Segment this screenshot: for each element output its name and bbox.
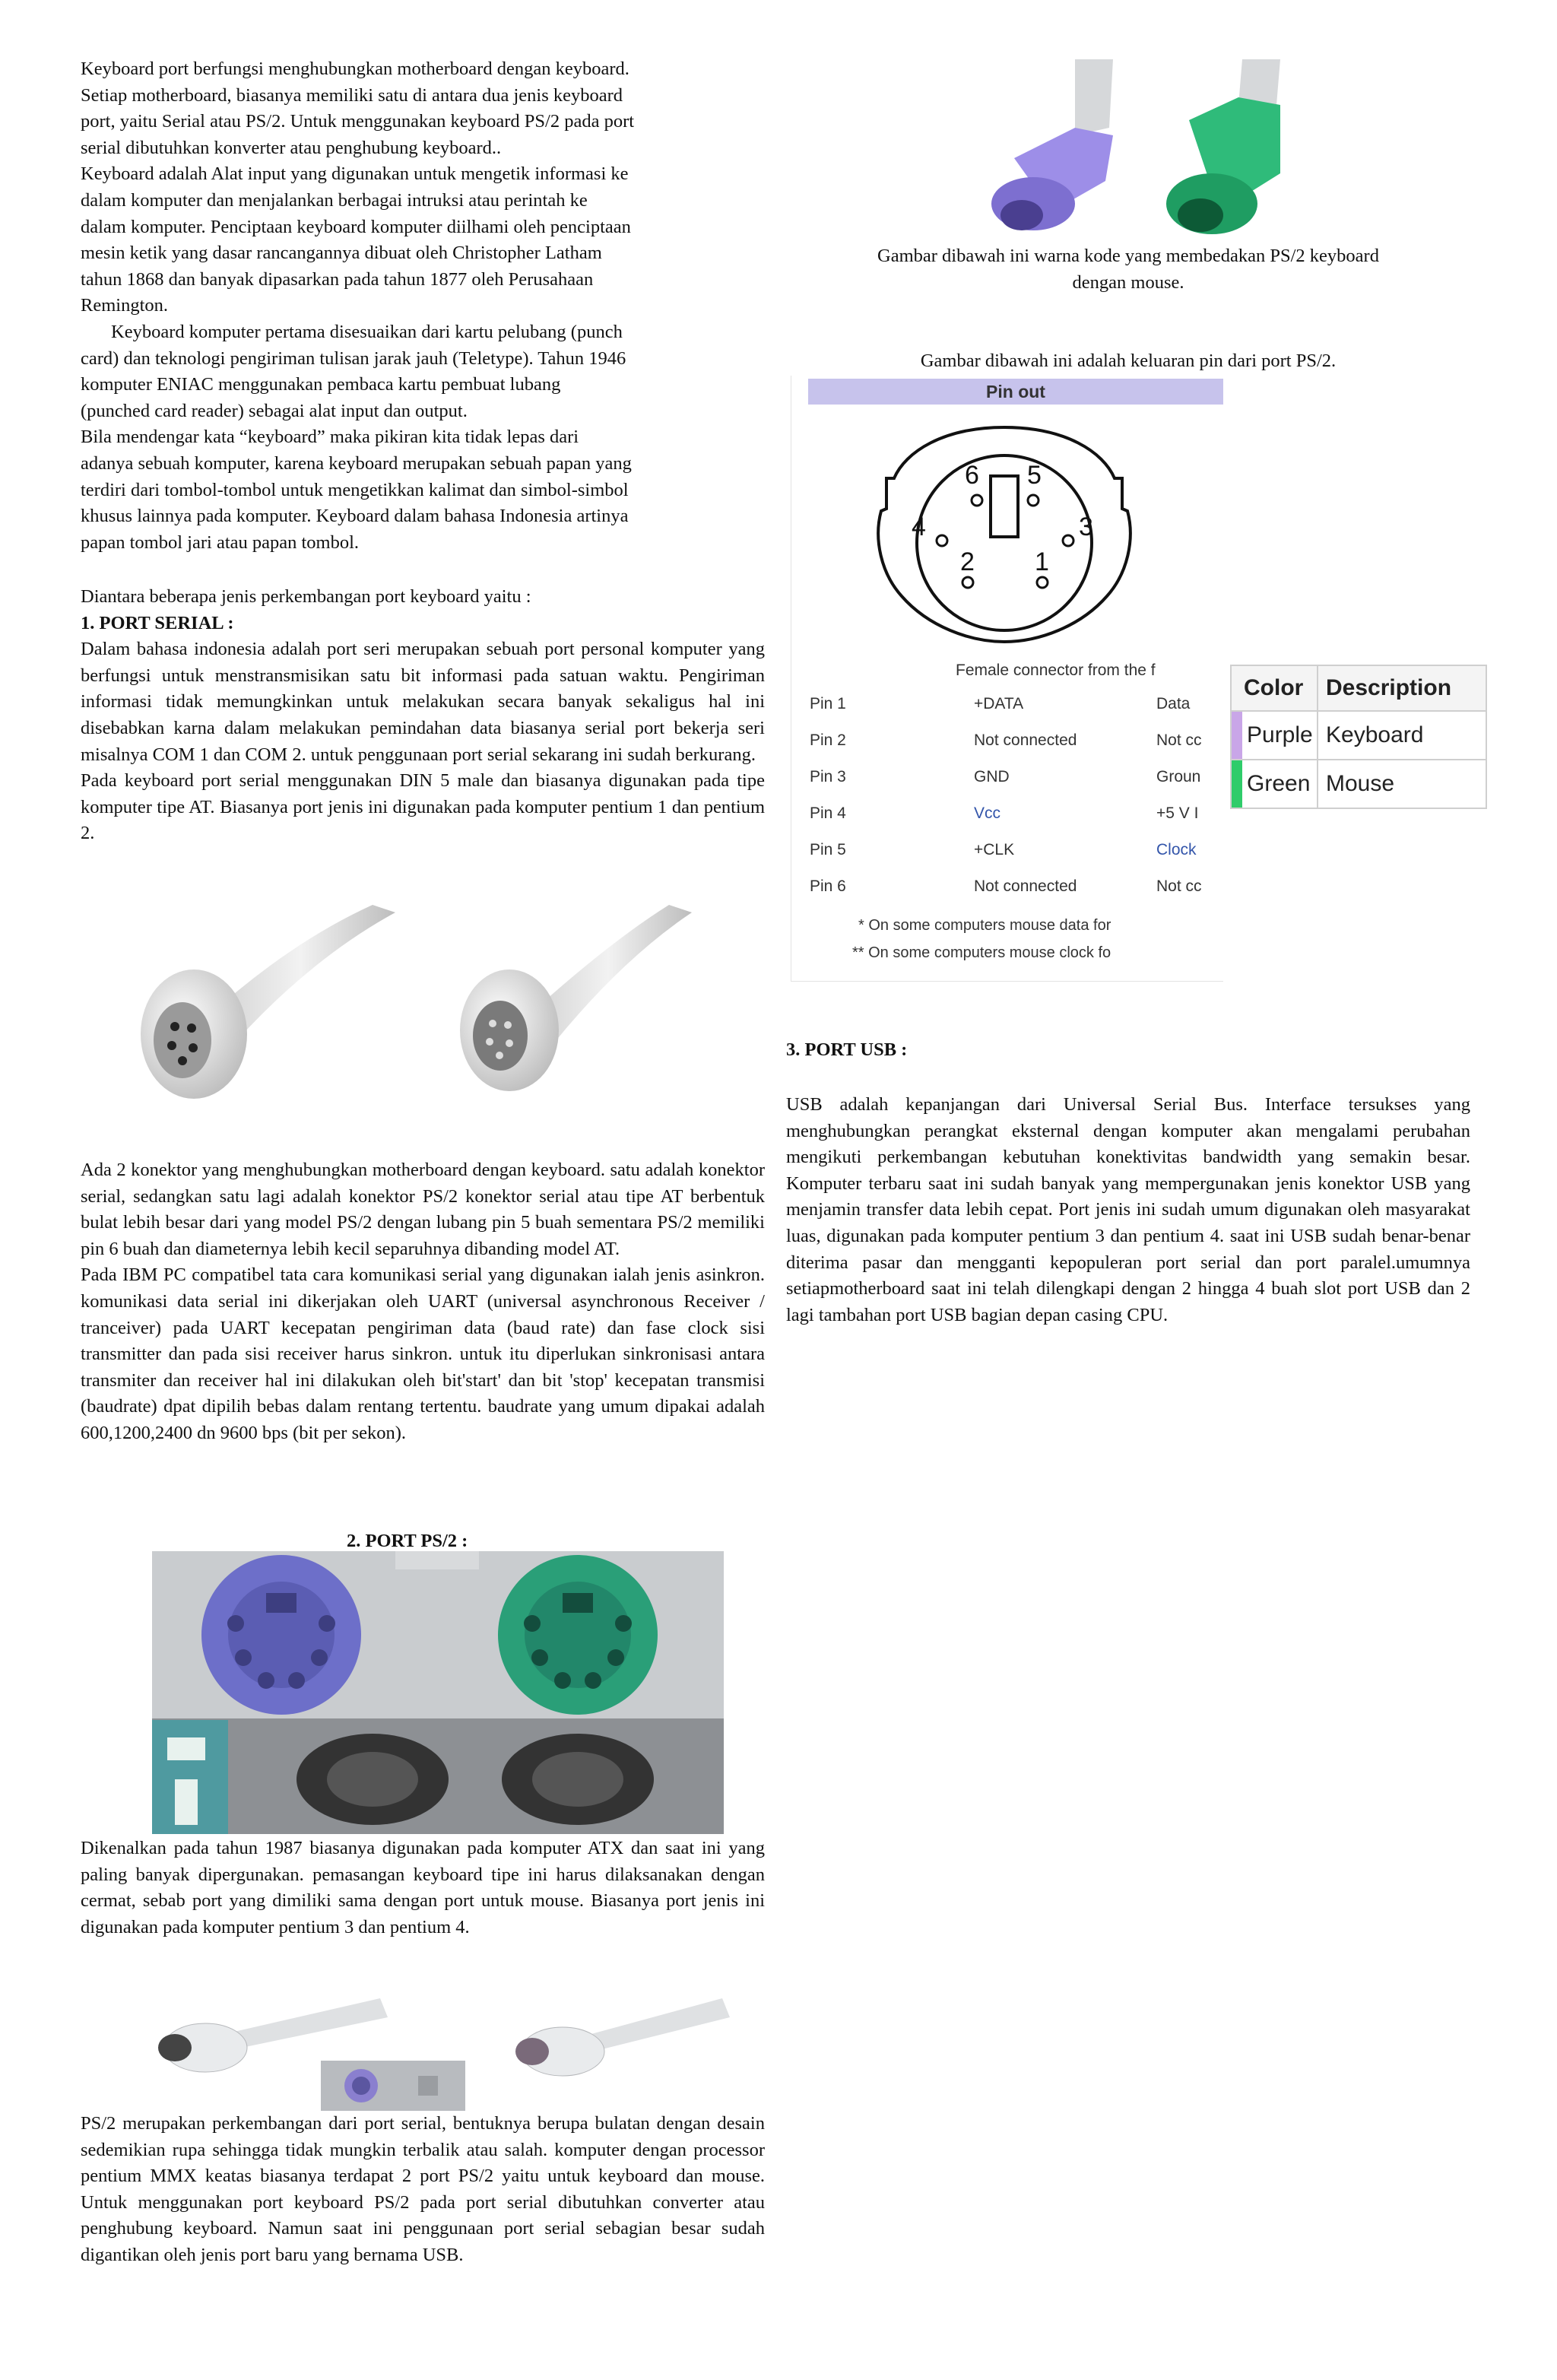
color-swatch	[1232, 712, 1242, 759]
description-header: Description	[1326, 675, 1452, 700]
pin-label: Pin 4	[810, 804, 846, 822]
color-code-caption	[786, 243, 1470, 296]
pin-description: Clock	[1156, 841, 1197, 858]
serial-section-cont	[81, 1157, 765, 1447]
ps2-female-connector-drawing	[822, 421, 1217, 649]
ps2-colored-cables-photo	[961, 59, 1303, 236]
pin-description: Groun	[1156, 768, 1201, 785]
ps2-section-cont	[81, 2111, 765, 2269]
serial-paragraph: Pada IBM PC compatibel tata cara komunikasi serial yang digunakan ialah jenis asinkron. komunikasi data serial ini dikerjakan oleh UART (universal asynchronous Receiver / tranceiver) pada UART kecepatan pengiriman data (baud rate) dan fase clock sisi transmitter dan pada sisi receiver harus sinkron. untuk itu diperlukan sinkronisasi antara transmiter dan receiver hal ini dilakukan oleh bit'start' dan bit 'stop' kecepatan transmisi (baudrate) dpat dipilih bebas dalam rentang tertentu. baudrate yang umum dipakai adalah 600,1200,2400 dn 9600 bps (bit per sekon).	[81, 1265, 765, 1443]
pin-number-label: 3	[1079, 512, 1093, 541]
serial-section	[81, 584, 765, 847]
color-cell	[1232, 760, 1318, 808]
pinout-caption: Gambar dibawah ini adalah keluaran pin dari port PS/2.	[920, 351, 1337, 371]
intro-line: Keyboard port berfungsi menghubungkan motherboard dengan keyboard.	[81, 59, 629, 79]
pin-label: Pin 6	[810, 877, 846, 895]
color-code-caption-line: Gambar dibawah ini warna kode yang membedakan PS/2 keyboard	[877, 246, 1379, 266]
ps2-section	[81, 1836, 765, 1940]
pin-number-label: 5	[1027, 461, 1042, 490]
pin-signal: Not connected	[974, 877, 1077, 895]
pin-description: +5 V I	[1156, 804, 1199, 822]
pin-number-label: 1	[1035, 547, 1049, 576]
intro-block	[81, 56, 765, 556]
pin-number-label: 2	[960, 547, 975, 576]
history-line: papan tombol jari atau papan tombol.	[81, 532, 360, 553]
pin-description: Not cc	[1156, 877, 1202, 895]
pin-signal: Vcc	[974, 804, 1001, 822]
pinout-title-bar	[808, 379, 1223, 405]
color-header: Color	[1232, 666, 1318, 710]
color-cell	[1232, 712, 1318, 759]
pin-description: Not cc	[1156, 731, 1202, 749]
pin-signal: +DATA	[974, 695, 1024, 712]
intro-line: Remington.	[81, 295, 169, 316]
history-line: (punched card reader) sebagai alat input dan output.	[81, 400, 468, 421]
intro-line: port, yaitu Serial atau PS/2. Untuk menggunakan keyboard PS/2 pada port	[81, 111, 635, 132]
din-connector-image	[122, 897, 699, 1103]
color-name: Purple	[1247, 722, 1313, 747]
pinout-note: * On some computers mouse data for	[858, 917, 1111, 934]
pin-label: Pin 1	[810, 695, 846, 712]
intro-line: mesin ketik yang dasar rancangannya dibuat oleh Christopher Latham	[81, 243, 602, 264]
color-swatch	[1232, 760, 1242, 808]
color-description-table	[1230, 665, 1487, 809]
color-code-caption-line: dengan mouse.	[1072, 271, 1184, 293]
intro-line: serial dibutuhkan konverter atau penghubung keyboard..	[81, 137, 502, 158]
intro-line: Setiap motherboard, biasanya memiliki satu di antara dua jenis keyboard	[81, 84, 623, 106]
pin-description: Data	[1156, 695, 1191, 712]
serial-paragraph: Pada keyboard port serial menggunakan DIN 5 male dan biasanya digunakan pada tipe komputer tipe AT. Biasanya port jenis ini digunakan pada komputer pentium 1 dan pentium 2.	[81, 770, 765, 844]
color-table-row	[1232, 760, 1486, 808]
color-table-row	[1232, 712, 1486, 760]
serial-heading: 1. PORT SERIAL :	[81, 612, 234, 633]
pinout-diagram	[791, 376, 1223, 982]
pin-number-label: 4	[912, 512, 926, 541]
serial-paragraph: Dalam bahasa indonesia adalah port seri merupakan sebuah port personal komputer yang berfungsi untuk menstransmisikan satu bit informasi pada satuan waktu. Pengiriman informasi tidak memungkinkan untuk melakukan secara banyak sekaligus hal ini disebabkan karna dalam melakukan pemindahan data biasanya serial port bekerja seri misalnya COM 1 dan COM 2. untuk penggunaan port serial sekarang ini sudah berkurang.	[81, 639, 765, 765]
history-line: khusus lainnya pada komputer. Keyboard dalam bahasa Indonesia artinya	[81, 506, 629, 527]
pin-label: Pin 5	[810, 841, 846, 858]
history-line: card) dan teknologi pengiriman tulisan jarak jauh (Teletype). Tahun 1946	[81, 347, 626, 369]
description-cell: Keyboard	[1326, 722, 1424, 747]
ps2-heading: 2. PORT PS/2 :	[347, 1531, 468, 1551]
pin-signal: GND	[974, 768, 1010, 785]
ps2-paragraph: PS/2 merupakan perkembangan dari port serial, bentuknya berupa bulatan dengan desain sedemikian rupa sehingga tidak mungkin terbalik atau salah. komputer dengan processor pentium MMX keatas biasanya terdapat 2 port PS/2 yaitu untuk keyboard dan mouse. Untuk menggunakan port keyboard PS/2 pada port serial dibutuhkan converter atau penghubung keyboard. Namun saat ini penggunaan port serial sebagian besar sudah digantikan oleh jenis port baru yang bernama USB.	[81, 2113, 765, 2265]
history-line: adanya sebuah komputer, karena keyboard merupakan sebuah papan yang	[81, 452, 632, 474]
pinout-note: ** On some computers mouse clock fo	[852, 944, 1111, 961]
pin-number-label: 6	[965, 461, 979, 490]
color-name: Green	[1247, 771, 1311, 796]
intro-line: dalam komputer dan menjalankan berbagai intruksi atau perintah ke	[81, 189, 588, 211]
ps2-paragraph: Dikenalkan pada tahun 1987 biasanya digunakan pada komputer ATX dan saat ini yang paling banyak dipergunakan. pemasangan keyboard tipe ini harus dilaksanakan dengan cermat, sebab port yang dimiliki sama dengan port untuk mouse. Biasanya port jenis ini digunakan pada komputer pentium 3 dan pentium 4.	[81, 1838, 765, 1937]
pin-label: Pin 2	[810, 731, 846, 749]
intro-line: Keyboard adalah Alat input yang digunakan untuk mengetik informasi ke	[81, 163, 629, 185]
history-line: terdiri dari tombol-tombol untuk mengetikkan kalimat dan simbol-simbol	[81, 479, 629, 500]
pin-signal: Not connected	[974, 731, 1077, 749]
history-line: Keyboard komputer pertama disesuaikan dari kartu pelubang (punch	[111, 321, 623, 342]
usb-paragraph: USB adalah kepanjangan dari Universal Serial Bus. Interface tersukses yang menghubungkan perangkat eksternal dengan komputer akan mengalami perubahan mengikuti perkembangan kebutuhan konektivitas bandwidth yang semakin besar. Komputer terbaru saat ini sudah banyak yang mempergunakan jenis konektor USB yang menjamin transfer data lebih cepat. Port jenis ini sudah umum digunakan oleh masyarakat luas, digunakan pada komputer pentium 3 dan pentium 4. saat ini USB sudah benar-benar diterima pasar dan mengganti kepopuleran port serial dan port paralel.umumnya setiapmotherboard saat ini telah dilengkapi dengan 2 hingga 4 buah slot port USB dan 2 lagi tambahan port USB bagian depan casing CPU.	[786, 1094, 1470, 1325]
serial-paragraph: Ada 2 konektor yang menghubungkan motherboard dengan keyboard. satu adalah konektor serial, sedangkan satu lagi adalah konektor PS/2 konektor serial atau tipe AT berbentuk bulat lebih besar dari yang model PS/2 dengan lubang pin 5 buah sementara PS/2 memiliki pin 6 buah dan diameternya lebih kecil separuhnya dibanding model AT.	[81, 1160, 765, 1259]
description-cell: Mouse	[1326, 771, 1395, 796]
ps2-port-photo	[152, 1551, 724, 1834]
usb-section	[786, 1092, 1470, 1328]
color-table-header	[1232, 666, 1486, 712]
pinout-title: Pin out	[986, 382, 1045, 401]
pin-label: Pin 3	[810, 768, 846, 785]
types-intro: Diantara beberapa jenis perkembangan port keyboard yaitu :	[81, 586, 531, 607]
intro-line: tahun 1868 dan banyak dipasarkan pada tahun 1877 oleh Perusahaan	[81, 268, 594, 290]
ps2-cable-image	[129, 1975, 730, 2112]
connector-caption: Female connector from the f	[956, 662, 1156, 679]
history-line: Bila mendengar kata “keyboard” maka pikiran kita tidak lepas dari	[81, 427, 579, 448]
pin-signal: +CLK	[974, 841, 1015, 858]
intro-line: dalam komputer. Penciptaan keyboard komputer diilhami oleh penciptaan	[81, 216, 631, 237]
history-line: komputer ENIAC menggunakan pembaca kartu pembuat lubang	[81, 374, 561, 395]
usb-heading: 3. PORT USB :	[786, 1039, 908, 1060]
